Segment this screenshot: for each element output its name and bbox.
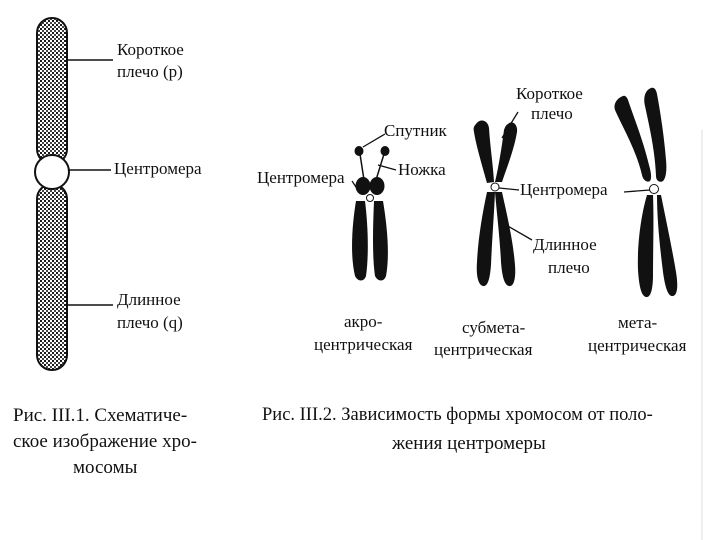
- schematic-chromosome: [35, 18, 69, 370]
- caption-fig1-line2: ское изображение хро-: [13, 431, 197, 452]
- label-sub-long-arm-line2: плечо: [548, 258, 590, 277]
- sub-long-arm-right: [495, 192, 515, 286]
- acro-centromere: [367, 195, 374, 202]
- sub-centromere-leader: [499, 188, 519, 190]
- label-short-arm-line2: плечо (р): [117, 62, 183, 81]
- long-arm-left: [352, 201, 368, 281]
- caption-fig2-line1: Рис. III.2. Зависимость формы хромосом от поло-: [262, 405, 653, 425]
- label-centromere-sub: Центромера: [520, 180, 608, 199]
- sub-long-arm-left: [477, 192, 495, 286]
- label-sub-long-arm-line1: Длинное: [533, 235, 597, 254]
- satellite-leader: [363, 134, 385, 147]
- schematic-leader-lines: [67, 60, 113, 305]
- type-meta-line1: мета-: [618, 313, 658, 332]
- meta-lower-left: [638, 195, 654, 297]
- stalk-left: [360, 154, 364, 180]
- meta-lower-right: [657, 195, 677, 296]
- type-meta-line2: центрическая: [588, 336, 687, 355]
- sub-short-arm-left: [474, 121, 494, 183]
- label-sub-short-arm-line2: плечо: [531, 104, 573, 123]
- meta-leader-lines: [624, 190, 650, 192]
- satellite-left: [355, 146, 364, 156]
- short-arm-left: [356, 177, 371, 195]
- long-arm-q: [37, 184, 67, 370]
- label-sub-short-arm-line1: Короткое: [516, 84, 583, 103]
- centromere-circle: [35, 155, 69, 189]
- label-long-arm-line1: Длинное: [117, 290, 181, 309]
- type-sub-line1: субмета-: [462, 318, 526, 337]
- type-acro-line2: центрическая: [314, 335, 413, 354]
- type-acro-line1: акро-: [344, 312, 383, 331]
- caption-fig2-line2: жения центромеры: [392, 433, 546, 454]
- type-sub-line2: центрическая: [434, 340, 533, 359]
- label-centromere: Центромера: [114, 159, 202, 178]
- sub-centromere: [491, 183, 499, 191]
- label-long-arm-line2: плечо (q): [117, 313, 183, 332]
- short-arm-p: [37, 18, 67, 164]
- label-short-arm-line1: Короткое: [117, 40, 184, 59]
- stalk-leader: [378, 165, 396, 170]
- short-arm-right: [370, 177, 385, 195]
- label-centromere-acro: Центромера: [257, 168, 345, 187]
- caption-fig1-line1: Рис. III.1. Схематиче-: [13, 405, 188, 426]
- meta-centromere: [650, 185, 659, 194]
- caption-fig1-line3: мосомы: [73, 457, 138, 478]
- metacentric-chromosome: [614, 88, 677, 297]
- label-stalk: Ножка: [398, 160, 446, 179]
- satellite-right: [381, 146, 390, 156]
- label-satellite: Спутник: [384, 121, 447, 140]
- long-arm-right: [373, 201, 388, 281]
- meta-centromere-leader: [624, 190, 650, 192]
- submetacentric-chromosome: [474, 121, 518, 287]
